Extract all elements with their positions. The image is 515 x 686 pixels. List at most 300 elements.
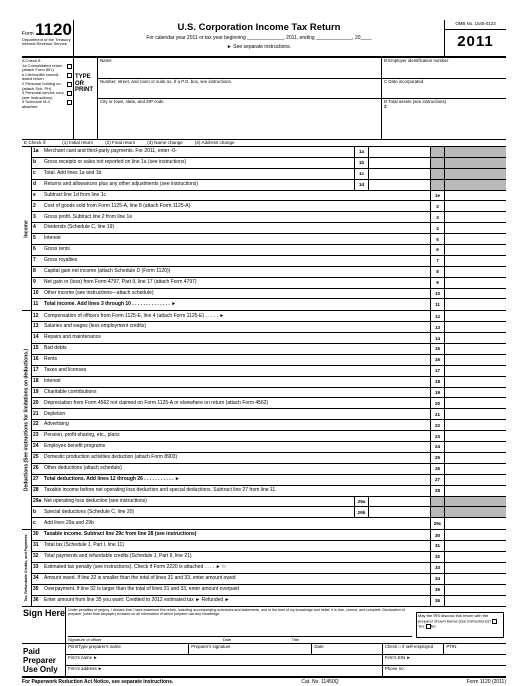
amount-input[interactable] [444, 344, 506, 354]
dollar-sign: $ [384, 103, 387, 109]
line-number: 22 [33, 421, 39, 428]
line-b-row [32, 158, 506, 169]
line-number: 36 [33, 597, 39, 604]
amount-input[interactable] [444, 541, 506, 551]
amount-input[interactable] [444, 333, 506, 343]
line-21-row [32, 409, 506, 420]
line-description: Amount owed. If line 32 is smaller than the total of lines 31 and 33, enter amount owed [44, 574, 236, 581]
line-1a-row [32, 147, 506, 158]
line-box-label: 29a [354, 497, 368, 507]
line-number: 30 [33, 531, 39, 538]
shaded-cell [430, 180, 444, 190]
line-box-label: 30 [430, 530, 444, 540]
line-number: 7 [33, 257, 36, 264]
line-description: Total tax (Schedule J, Part I, line 11) [44, 542, 124, 549]
line-14-row [32, 333, 506, 344]
city-field[interactable]: City or town, state, and ZIP code [100, 99, 164, 104]
line-number: b [33, 159, 37, 166]
spacer [354, 464, 430, 474]
tax-year: 2011 [457, 32, 494, 50]
amount-input[interactable] [368, 169, 430, 179]
line-10-row [32, 289, 506, 300]
spacer [354, 299, 430, 310]
line-b-row [32, 507, 506, 518]
amount-input[interactable] [444, 518, 506, 529]
line-26-row [32, 464, 506, 475]
line-description: Dividends (Schedule C, line 19) [44, 224, 115, 231]
line-description: Gross rents [44, 246, 70, 253]
amount-input[interactable] [444, 322, 506, 332]
spacer [354, 267, 430, 277]
line-number: 21 [33, 410, 39, 417]
initial-return-option[interactable]: (1) Initial return [62, 140, 94, 146]
line-number: d [33, 180, 37, 187]
irs-line: Internal Revenue Service [22, 41, 67, 47]
line-34-row [32, 574, 506, 585]
spacer [354, 234, 430, 244]
line-description: Repairs and maintenance [44, 334, 101, 341]
spacer [354, 585, 430, 595]
irs-discuss-box [416, 612, 504, 638]
line-description: Returns and allowances plus any other adjustments (see instructions) [44, 180, 198, 187]
amount-input[interactable] [444, 475, 506, 485]
income-side-label: Income [22, 147, 32, 310]
line-number: c [33, 169, 36, 176]
line-description: Taxable income before net operating loss deduction and special deductions. Subtract line 27 from line 11. [44, 486, 277, 493]
total-assets-label: D Total assets (see instructions) [384, 99, 447, 104]
spacer [354, 366, 430, 376]
amount-input[interactable] [444, 552, 506, 562]
line-number: 24 [33, 443, 39, 450]
line-box-label: 34 [430, 574, 444, 584]
form-header [22, 20, 506, 58]
amount-input[interactable] [444, 409, 506, 419]
firm-ein-field[interactable]: Firm's EIN ► [384, 655, 411, 661]
line-box-label: 32 [430, 552, 444, 562]
line-box-label: 24 [430, 442, 444, 452]
line-box-label: 27 [430, 475, 444, 485]
yes-checkbox[interactable] [492, 619, 497, 624]
line-description: Subtract line 1d from line 1c [44, 191, 106, 198]
line-number: 12 [33, 312, 39, 319]
spacer [354, 518, 430, 529]
line-description: Gross royalties [44, 257, 78, 264]
line-box-label: 6 [430, 245, 444, 255]
checkbox[interactable] [67, 91, 72, 96]
title-block [74, 20, 444, 56]
preparer-name-field[interactable]: Print/Type preparer's name [66, 644, 189, 654]
check-if-column [22, 58, 74, 139]
line-33-row [32, 563, 506, 574]
line-box-label: 29c [430, 518, 444, 529]
line-number: e [33, 191, 36, 198]
line-box-label: 33 [430, 563, 444, 573]
line-number: 5 [33, 235, 36, 242]
spacer [354, 442, 430, 452]
see-instructions: ► See separate instructions. [226, 43, 292, 50]
spacer [354, 278, 430, 288]
income-rows [32, 147, 506, 310]
amount-input[interactable] [444, 420, 506, 430]
line-11-row [32, 299, 506, 310]
line-description: Bad debts [44, 345, 67, 352]
line-number: 27 [33, 475, 39, 482]
line-number: 15 [33, 345, 39, 352]
amount-input[interactable] [444, 366, 506, 376]
line-box-label: 19 [430, 388, 444, 398]
checkbox[interactable] [67, 64, 72, 69]
line-c-row [32, 518, 506, 529]
line-description: Interest [44, 235, 61, 242]
line-description: Overpayment. If line 32 is larger than the total of lines 31 and 33, enter amount overpaid [44, 585, 239, 592]
line-description: Salaries and wages (less employment credits) [44, 323, 146, 330]
spacer [354, 475, 430, 485]
amount-input[interactable] [444, 596, 506, 607]
line-box-label: 1e [430, 191, 444, 201]
amount-input[interactable] [444, 388, 506, 398]
date-incorporated-field[interactable]: C Date incorporated [382, 79, 506, 100]
spacer [354, 201, 430, 211]
line-description: Net gain or (loss) from Form 4797, Part II, line 17 (attach Form 4797) [44, 278, 197, 285]
line-description: Charitable contributions [44, 388, 97, 395]
line-35-row [32, 585, 506, 596]
check-schedule-m3[interactable]: 4 Schedule M-3 attached [22, 100, 73, 109]
line-24-row [32, 442, 506, 453]
line-box-label: 28 [430, 486, 444, 496]
amount-input[interactable] [444, 234, 506, 244]
amount-input[interactable] [444, 191, 506, 201]
line-28-row [32, 486, 506, 497]
deduction-rows [32, 311, 506, 529]
check-consolidated[interactable]: 1a Consolidated return (attach Form 851) [22, 64, 73, 73]
line-box-label: 1b [354, 158, 368, 168]
line-5-row [32, 234, 506, 245]
line-2-row [32, 201, 506, 212]
amount-input[interactable] [444, 530, 506, 540]
line-number: 3 [33, 213, 36, 220]
amount-input[interactable] [444, 278, 506, 288]
paperwork-notice: For Paperwork Reduction Act Notice, see separate instructions. [22, 679, 174, 686]
line-number: 6 [33, 246, 36, 253]
line-description: Capital gain net income (attach Schedule D (Form 1120)) [44, 267, 171, 274]
amount-input[interactable] [444, 453, 506, 463]
line-box-label: 20 [430, 398, 444, 408]
spacer [354, 322, 430, 332]
line-description: Interest [44, 377, 61, 384]
preparer-fields [66, 644, 506, 676]
amount-input[interactable] [444, 574, 506, 584]
line-description: Total deductions. Add lines 12 through 26 . . . . . . . . . . . ► [44, 475, 180, 482]
line-number: 19 [33, 388, 39, 395]
amount-input[interactable] [368, 180, 430, 190]
checkbox[interactable] [67, 100, 72, 105]
line-description: Employee benefit programs [44, 443, 106, 450]
line-number: 20 [33, 399, 39, 406]
line-number: c [33, 519, 36, 526]
line-box-label: 29b [354, 507, 368, 517]
name-field[interactable]: Name [98, 58, 381, 79]
tax-rows [32, 530, 506, 606]
line-box-label: 1d [354, 180, 368, 190]
spacer [354, 486, 430, 496]
line-number: 13 [33, 323, 39, 330]
line-description: Total income. Add lines 3 through 10 . . . . . . . . . . . . . . ► [44, 301, 177, 308]
title-label: Title [291, 637, 300, 643]
tax-section [22, 530, 506, 606]
checkbox[interactable] [67, 82, 72, 87]
line-description: Gross profit. Subtract line 2 from line 1e [44, 213, 133, 220]
line-box-label: 23 [430, 431, 444, 441]
line-box-label: 15 [430, 344, 444, 354]
line-number: 16 [33, 356, 39, 363]
amount-input[interactable] [444, 245, 506, 255]
form-footer-id: Form 1120 (2011) [466, 679, 506, 686]
line-box-label: 26 [430, 464, 444, 474]
amount-input[interactable] [444, 464, 506, 474]
line-29a-row [32, 497, 506, 508]
line-description: Estimated tax penalty (see instructions). Check if Form 2220 is attached . . . . ► □ [44, 564, 226, 571]
line-3-row [32, 212, 506, 223]
checkbox[interactable] [67, 73, 72, 78]
line-13-row [32, 322, 506, 333]
spacer [354, 344, 430, 354]
spacer [354, 552, 430, 562]
spacer [354, 563, 430, 573]
amount-input[interactable] [444, 377, 506, 387]
sign-here-label: Sign Here [22, 607, 66, 643]
line-number: 14 [33, 334, 39, 341]
line-box-label: 18 [430, 377, 444, 387]
line-17-row [32, 366, 506, 377]
amount-input[interactable] [444, 431, 506, 441]
line-7-row [32, 256, 506, 267]
cat-number: Cat. No. 11450Q [301, 679, 339, 686]
line-box-label: 11 [430, 299, 444, 310]
line-box-label: 25 [430, 453, 444, 463]
amount-input[interactable] [444, 486, 506, 496]
line-number: 33 [33, 564, 39, 571]
line-number: 11 [33, 301, 39, 308]
shaded-cell [430, 497, 444, 507]
name-address-fields [98, 58, 382, 139]
line-27-row [32, 475, 506, 486]
line-number: 4 [33, 224, 36, 231]
amount-input[interactable] [444, 223, 506, 233]
ein-field[interactable]: B Employer identification number [382, 58, 506, 79]
line-box-label: 35 [430, 585, 444, 595]
amount-input[interactable] [444, 398, 506, 408]
deductions-side-label: Deductions (See instructions for limitations on deductions.) [22, 311, 32, 529]
spacer [354, 245, 430, 255]
amount-input[interactable] [444, 267, 506, 277]
amount-input[interactable] [368, 158, 430, 168]
line-description: Pension, profit-sharing, etc., plans [44, 432, 120, 439]
line-description: Taxable income. Subtract line 29c from line 28 (see instructions) [44, 531, 197, 538]
preparer-date-field[interactable]: Date [312, 644, 382, 654]
shaded-cell [444, 169, 506, 179]
line-number: 31 [33, 542, 39, 549]
line-22-row [32, 420, 506, 431]
line-box-label: 2 [430, 201, 444, 211]
spacer [354, 574, 430, 584]
amount-input[interactable] [444, 355, 506, 365]
line-e-row [32, 191, 506, 202]
line-description: Net operating loss deduction (see instructions) [44, 497, 147, 504]
amount-input[interactable] [444, 585, 506, 595]
phone-field[interactable]: Phone no. [384, 666, 405, 672]
total-assets-field[interactable] [382, 99, 506, 129]
line-15-row [32, 344, 506, 355]
line-number: 25 [33, 454, 39, 461]
ein-fields [382, 58, 506, 139]
line-16-row [32, 355, 506, 366]
spacer [354, 311, 430, 321]
line-box-label: 16 [430, 355, 444, 365]
line-description: Taxes and licenses [44, 367, 87, 373]
ptin-field[interactable]: PTIN [446, 644, 457, 650]
check-personal-holding[interactable]: 2 Personal holding co. (attach Sch. PH) [22, 82, 73, 91]
line-box-label: 1a [354, 147, 368, 157]
form-1120 [22, 20, 506, 686]
spacer [354, 256, 430, 266]
amount-input[interactable] [444, 563, 506, 573]
amount-input[interactable] [444, 299, 506, 310]
check-life-nonlife[interactable]: b Life/nonlife consoli-dated return [22, 73, 73, 82]
line-description: Gross receipts or sales not reported on line 1a (see instructions) [44, 159, 187, 166]
line-description: Add lines 29a and 29b [44, 519, 94, 526]
spacer [354, 530, 430, 540]
no-label: No [430, 623, 436, 629]
amount-input[interactable] [444, 201, 506, 211]
e-label: E Check if: [24, 140, 47, 146]
income-section [22, 147, 506, 311]
identification-block [22, 58, 506, 140]
shaded-cell [444, 497, 506, 507]
form-id-block [22, 20, 74, 56]
line-number: 23 [33, 432, 39, 439]
line-number: 17 [33, 367, 39, 373]
form-title: U.S. Corporation Income Tax Return [177, 22, 341, 33]
line-description: Compensation of officers from Form 1125-E, line 4 (attach Form 1125-E) . . . . . ► [44, 312, 225, 319]
shaded-cell [430, 147, 444, 157]
shaded-cell [430, 158, 444, 168]
line-description: Total. Add lines 1a and 1b [44, 169, 102, 176]
line-box-label: 9 [430, 278, 444, 288]
preparer-signature-field[interactable]: Preparer's signature [189, 644, 312, 654]
amount-input[interactable] [368, 497, 430, 507]
line-30-row [32, 530, 506, 541]
line-20-row [32, 398, 506, 409]
sign-here-block [22, 606, 506, 644]
signature-area[interactable] [66, 607, 414, 643]
line-box-label: 36 [430, 596, 444, 607]
line-description: Special deductions (Schedule C, line 20) [44, 508, 135, 515]
line-box-label: 14 [430, 333, 444, 343]
final-return-option[interactable]: (2) Final return [105, 140, 136, 146]
spacer [354, 223, 430, 233]
tax-period[interactable]: For calendar year 2011 or tax year beginning _____________, 2011, ending _____________, 20____ [146, 35, 372, 42]
line-box-label: 1c [354, 169, 368, 179]
line-description: Other deductions (attach schedule) [44, 465, 122, 472]
shaded-cell [444, 507, 506, 517]
street-field[interactable]: Number, street, and room or suite no. If a P.O. box, see instructions. [98, 79, 381, 100]
form-number: 1120 [35, 20, 72, 39]
line-number: 26 [33, 465, 39, 472]
amount-input[interactable] [444, 212, 506, 222]
check-if-e-line [22, 140, 506, 147]
line-9-row [32, 278, 506, 289]
spacer [354, 398, 430, 408]
shaded-cell [444, 180, 506, 190]
line-number: 29a [33, 497, 42, 504]
line-number: 28 [33, 486, 39, 493]
line-description: Other income (see instructions—attach schedule) [44, 289, 154, 296]
line-box-label: 8 [430, 267, 444, 277]
line-18-row [32, 377, 506, 388]
amount-input[interactable] [444, 442, 506, 452]
line-number: 2 [33, 202, 36, 209]
check-if-title: A Check if: [22, 58, 42, 63]
spacer [354, 191, 430, 201]
spacer [354, 212, 430, 222]
line-32-row [32, 552, 506, 563]
line-c-row [32, 169, 506, 180]
amount-input[interactable] [368, 507, 430, 517]
name-change-option[interactable]: (3) Name change [147, 140, 183, 146]
amount-input[interactable] [444, 256, 506, 266]
address-change-option[interactable]: (4) Address change [194, 140, 235, 146]
line-description: Depletion [44, 410, 66, 417]
amount-input[interactable] [444, 311, 506, 321]
yes-label: Yes [418, 623, 425, 629]
line-description: Total payments and refundable credits (Schedule J, Part II, line 21) [44, 553, 192, 560]
line-8-row [32, 267, 506, 278]
sign-date-label: Date [222, 637, 232, 643]
omb-number: OMB No. 1545-0123 [445, 22, 506, 30]
line-box-label: 4 [430, 223, 444, 233]
amount-input[interactable] [444, 289, 506, 299]
line-box-label: 22 [430, 420, 444, 430]
signature-line [68, 636, 412, 642]
line-description: Enter amount from line 35 you want: Credited to 2012 estimated tax ► Refunded ► [44, 597, 230, 604]
paid-preparer-label: Paid Preparer Use Only [22, 644, 66, 676]
tax-side-label: Tax, Refundable Credits, and Payments [22, 530, 32, 606]
shaded-cell [430, 169, 444, 179]
shaded-cell [430, 507, 444, 517]
line-box-label: 21 [430, 409, 444, 419]
line-23-row [32, 431, 506, 442]
spacer [354, 596, 430, 607]
check-personal-service[interactable]: 3 Personal service corp. (see instructions) [22, 91, 73, 100]
shaded-cell [444, 147, 506, 157]
spacer [354, 453, 430, 463]
line-31-row [32, 541, 506, 552]
firm-address-field[interactable]: Firm's address ► [66, 666, 383, 676]
line-number: 32 [33, 553, 39, 560]
line-d-row [32, 180, 506, 191]
line-number: 10 [33, 289, 39, 296]
paid-preparer-block [22, 644, 506, 678]
line-number: 18 [33, 377, 39, 384]
line-box-label: 3 [430, 212, 444, 222]
spacer [354, 333, 430, 343]
line-number: 1a [33, 148, 39, 155]
spacer [354, 541, 430, 551]
amount-input[interactable] [368, 147, 430, 157]
firm-name-field[interactable]: Firm's name ► [66, 655, 383, 665]
self-employed-check[interactable]: Check □ if self-employed [383, 644, 445, 654]
line-box-label: 31 [430, 541, 444, 551]
